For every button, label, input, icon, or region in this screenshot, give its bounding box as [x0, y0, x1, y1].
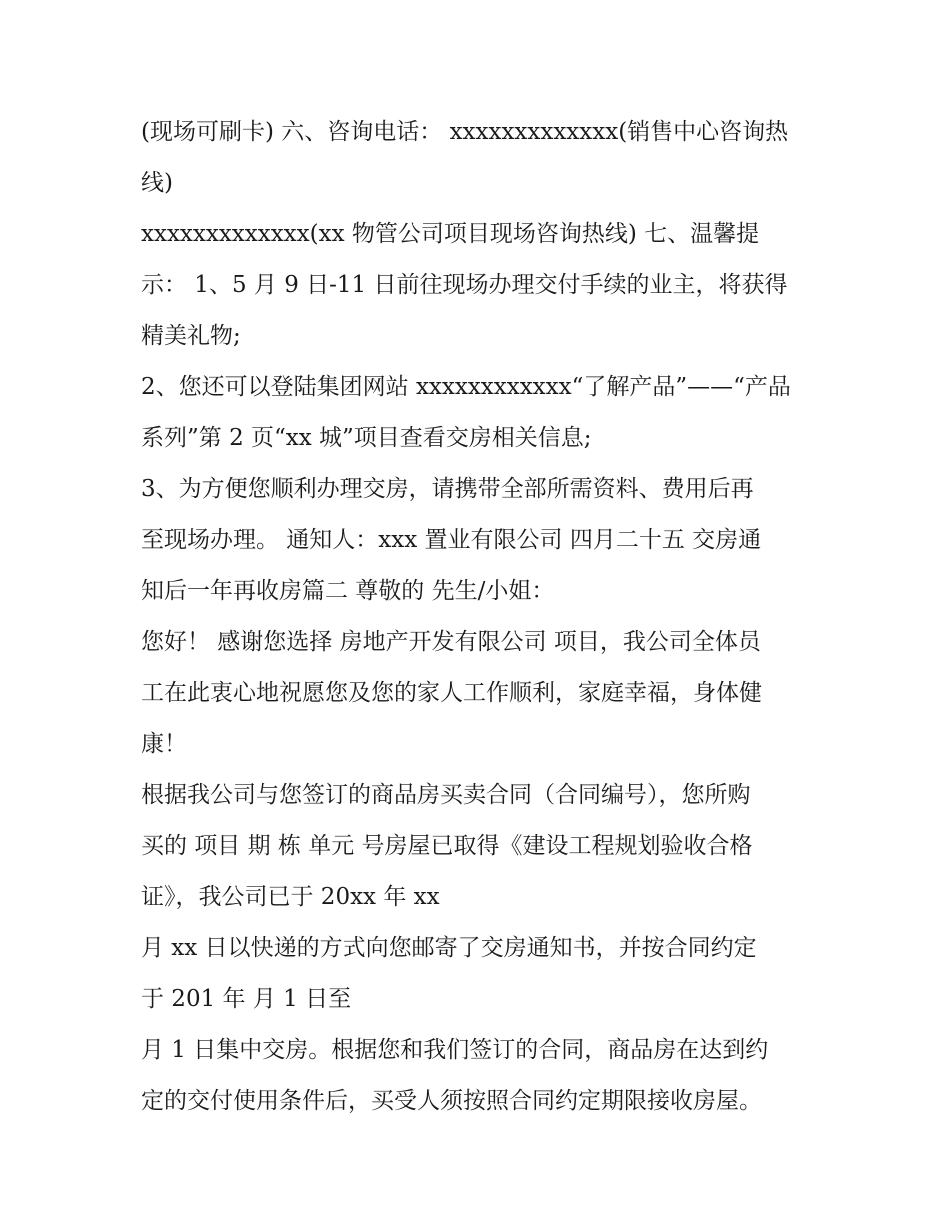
- text-line: 月 xx 日以快递的方式向您邮寄了交房通知书，并按合同约定: [141, 935, 757, 961]
- text-line: 工在此衷心地祝愿您及您的家人工作顺利，家庭幸福，身体健: [141, 680, 762, 706]
- text-line: 月 1 日集中交房。根据您和我们签订的合同，商品房在达到约: [141, 1037, 769, 1063]
- text-line: 至现场办理。 通知人：xxx 置业有限公司 四月二十五 交房通: [141, 527, 762, 553]
- text-line: 根据我公司与您签订的商品房买卖合同（合同编号），您所购: [141, 782, 751, 808]
- text-line: 线): [141, 170, 173, 196]
- text-line: 买的 项目 期 栋 单元 号房屋已取得《建设工程规划验收合格: [141, 833, 753, 859]
- text-line: 精美礼物;: [141, 323, 241, 349]
- text-line: 知后一年再收房篇二 尊敬的 先生/小姐：: [141, 578, 555, 604]
- document-body: [141, 107, 831, 1127]
- text-line: 证》，我公司已于 20xx 年 xx: [141, 884, 440, 910]
- text-line: 系列”第 2 页“xx 城”项目查看交房相关信息;: [141, 425, 592, 451]
- text-line: (现场可刷卡) 六、咨询电话： xxxxxxxxxxxxx(销售中心咨询热: [141, 119, 789, 145]
- text-line: 康！: [141, 731, 187, 757]
- text-line: 定的交付使用条件后，买受人须按照合同约定期限接收房屋。: [141, 1088, 762, 1114]
- text-line: xxxxxxxxxxxxx(xx 物管公司项目现场咨询热线) 七、温馨提: [141, 221, 760, 247]
- text-line: 3、为方便您顺利办理交房，请携带全部所需资料、费用后再: [141, 476, 754, 502]
- text-line: 示： 1、5 月 9 日-11 日前往现场办理交付手续的业主，将获得: [141, 272, 788, 298]
- text-line: 于 201 年 月 1 日至: [141, 986, 352, 1012]
- text-line: 您好！ 感谢您选择 房地产开发有限公司 项目，我公司全体员: [141, 629, 761, 655]
- text-line: 2、您还可以登陆集团网站 xxxxxxxxxxxx“了解产品”——“产品: [141, 374, 791, 400]
